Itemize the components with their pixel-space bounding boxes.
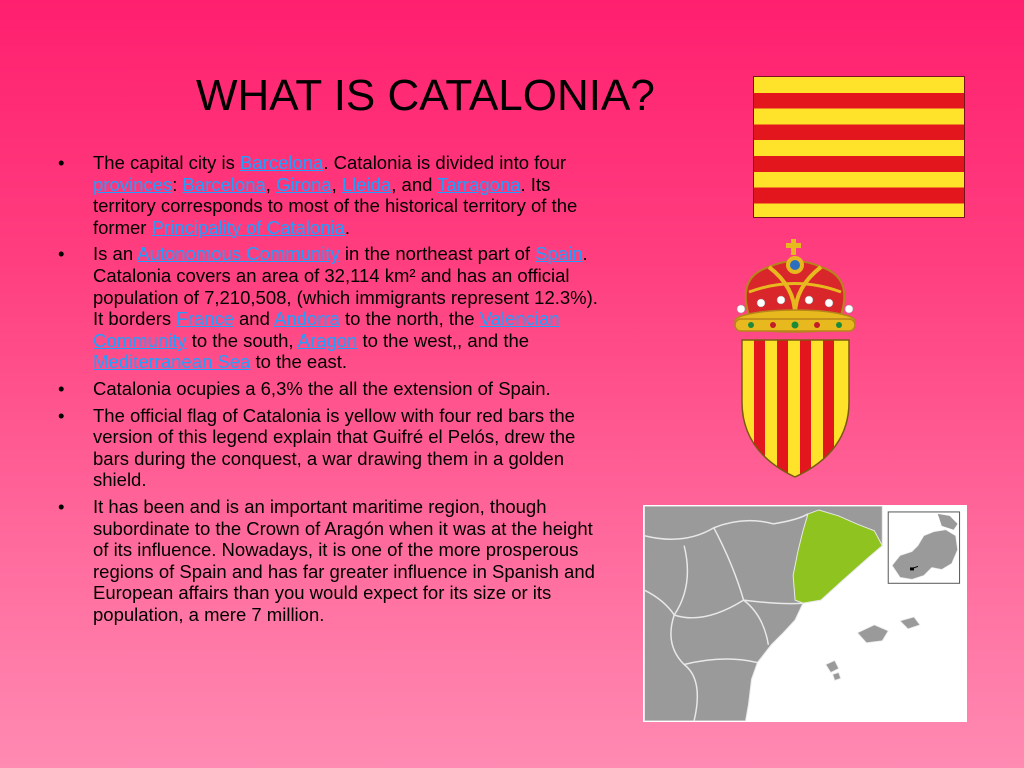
bullet-text: . Its territory corresponds to most of the historical territory of the former xyxy=(93,173,578,238)
catalonia-map xyxy=(643,505,967,722)
link-andorra[interactable]: Andorra xyxy=(274,308,340,330)
link-valencian-community[interactable]: Valencian Community xyxy=(93,308,560,351)
coat-of-arms xyxy=(729,237,862,482)
catalan-flag xyxy=(753,76,965,218)
link-barcelona[interactable]: Barcelona xyxy=(240,152,324,173)
link-provinces[interactable]: provinces xyxy=(93,173,173,195)
bullet-text: , and xyxy=(391,173,438,195)
bullet-list xyxy=(58,152,603,630)
link-france[interactable]: France xyxy=(176,308,234,330)
bullet-text: . Catalonia covers an area of 32,114 km² and has an official population of 7,210,508, (which immigrants represent 12.3%). It borders xyxy=(93,243,598,330)
bullet-text: , xyxy=(265,173,277,195)
shield-icon xyxy=(742,340,849,480)
link-aragon[interactable]: Aragon xyxy=(297,329,358,351)
bullet-text: . Catalonia is divided into four xyxy=(323,152,567,173)
link-autonomous-community[interactable]: Autonomous Community xyxy=(137,243,340,265)
bullet-item xyxy=(58,405,603,491)
bullet-text: The capital city is xyxy=(93,152,241,173)
bullet-item xyxy=(58,496,603,626)
bullet-text: The official flag of Catalonia is yellow with four red bars the version of this legend explain that Guifré el Pelós, drew the bars during the conquest, a war drawing them in a golden shield. xyxy=(93,404,576,491)
slide-title: WHAT IS CATALONIA? xyxy=(196,71,655,120)
link-barcelona[interactable]: Barcelona xyxy=(182,173,266,195)
link-tarragona[interactable]: Tarragona xyxy=(437,173,521,195)
bullet-text: , xyxy=(331,173,342,195)
bullet-text: to the south, xyxy=(186,329,298,351)
bullet-text: to the north, the xyxy=(339,308,480,330)
link-principality-of-catalonia[interactable]: Principality of Catalonia xyxy=(151,216,345,238)
bullet-text: in the northeast part of xyxy=(339,243,536,265)
bullet-item xyxy=(58,243,603,373)
bullet-item xyxy=(58,152,603,238)
crown-icon xyxy=(735,239,855,332)
europe-inset-map xyxy=(888,512,959,583)
bullet-text: and xyxy=(233,308,275,330)
link-spain[interactable]: Spain xyxy=(535,243,583,265)
link-mediterranean-sea[interactable]: Mediterranean Sea xyxy=(93,351,251,373)
bullet-text: It has been and is an important maritime region, though subordinate to the Crown of Aragón when it was at the height of its influence. Nowadays, it is one of the more prosperous regions of Spain and has far greater influence in Spanish and European affairs than you would expect for its size or its population, a mere 7 million. xyxy=(93,495,595,625)
bullet-text: to the west,, and the xyxy=(357,329,530,351)
bullet-text: . xyxy=(344,216,351,238)
bullet-text: : xyxy=(172,173,183,195)
bullet-text: Catalonia ocupies a 6,3% the all the extension of Spain. xyxy=(93,377,551,399)
bullet-item xyxy=(58,378,603,400)
bullet-text: to the east. xyxy=(250,351,348,373)
bullet-text: Is an xyxy=(93,243,138,265)
link-lleida[interactable]: Lleida xyxy=(341,173,392,195)
link-girona[interactable]: Girona xyxy=(276,173,332,195)
